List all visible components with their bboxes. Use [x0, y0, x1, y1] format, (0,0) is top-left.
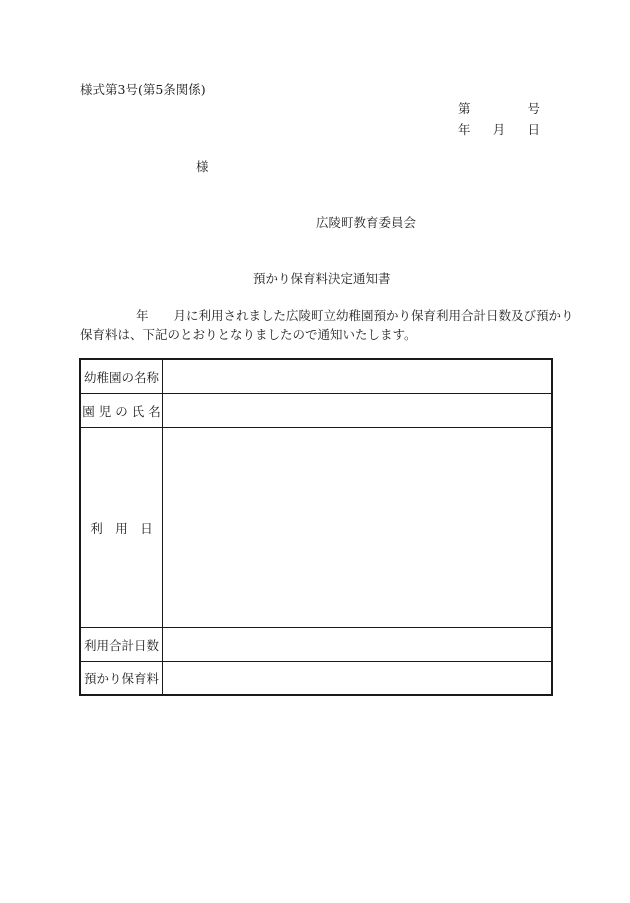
table-row-child-name — [80, 394, 552, 428]
row-label: 預かり保育料 — [80, 662, 163, 696]
body-text-line-2: 保育料は、下記のとおりとなりましたので通知いたします。 — [80, 327, 417, 342]
info-table — [79, 358, 553, 696]
document-title: 預かり保育料決定通知書 — [253, 271, 391, 286]
number-suffix: 号 — [527, 101, 540, 116]
row-value — [163, 394, 553, 428]
table-row-total-days — [80, 628, 552, 662]
row-value — [163, 359, 553, 394]
row-value — [163, 662, 553, 696]
date-month: 月 — [492, 122, 506, 137]
row-label: 園 児 の 氏 名 — [80, 394, 163, 428]
row-label: 利 用 日 — [80, 428, 163, 628]
table-row-usage-days — [80, 428, 552, 628]
table-row-fee — [80, 662, 552, 696]
row-label: 利用合計日数 — [80, 628, 163, 662]
document-date — [458, 120, 540, 138]
number-prefix: 第 — [458, 101, 471, 116]
body-text-line-1: 年 月に利用されました広陵町立幼稚園預かり保育利用合計日数及び預かり — [136, 308, 574, 323]
addressee: 様 — [196, 159, 209, 174]
row-label: 幼稚園の名称 — [80, 359, 163, 394]
table-row-kindergarten-name — [80, 359, 552, 394]
row-value — [163, 428, 553, 628]
form-number: 様式第3号(第5条関係) — [80, 82, 206, 97]
date-year: 年 — [458, 122, 471, 137]
row-value — [163, 628, 553, 662]
sender: 広陵町教育委員会 — [316, 215, 417, 230]
date-day: 日 — [527, 122, 540, 137]
document-number — [458, 99, 540, 117]
